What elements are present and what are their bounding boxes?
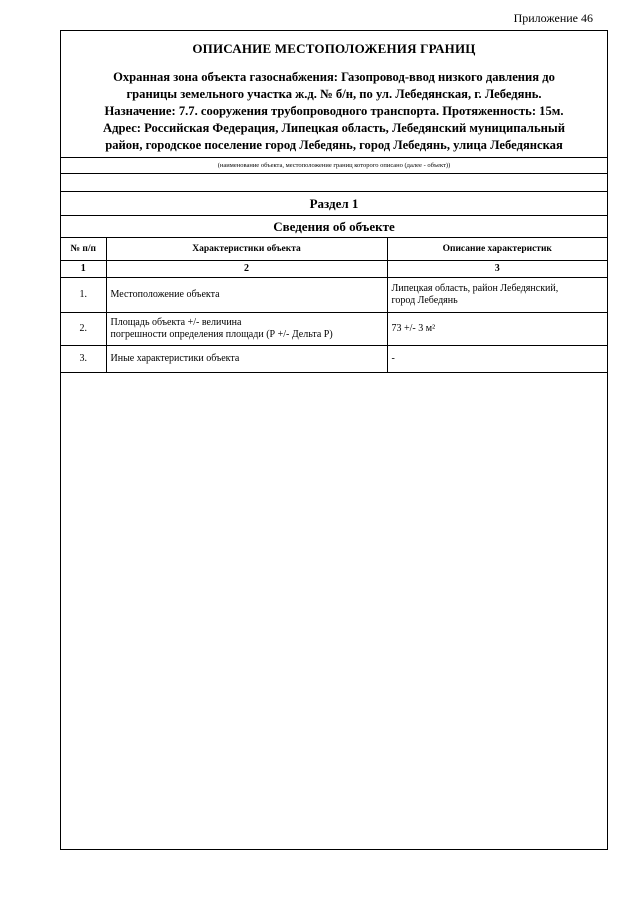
object-caption: (наименование объекта, местоположение границ которого описано (далее - объект)) — [61, 157, 607, 174]
object-description-line: Охранная зона объекта газоснабжения: Газопровод-ввод низкого давления до — [113, 70, 555, 84]
cell-line: Иные характеристики объекта — [110, 353, 240, 364]
header-number: № п/п — [61, 238, 106, 261]
header-description: Описание характеристик — [387, 238, 607, 261]
info-title: Сведения об объекте — [61, 216, 607, 238]
table-row — [61, 346, 607, 373]
table-row — [61, 313, 607, 346]
column-number: 3 — [387, 261, 607, 278]
row-number: 2. — [61, 313, 106, 346]
column-number: 1 — [61, 261, 106, 278]
cell-line: Площадь объекта +/- величина — [110, 317, 242, 328]
object-description-line: Адрес: Российская Федерация, Липецкая область, Лебедянский муниципальный — [102, 121, 565, 135]
object-description-line: район, городское поселение город Лебедянь, город Лебедянь, улица Лебедянская — [105, 138, 563, 152]
cell-line: Липецкая область, район Лебедянский, — [391, 283, 559, 294]
table-row — [61, 278, 607, 313]
section-title: Раздел 1 — [61, 192, 607, 216]
header-characteristic: Характеристики объекта — [106, 238, 387, 261]
appendix-label: Приложение 46 — [513, 11, 593, 25]
document-frame — [60, 30, 608, 850]
object-description-line: Назначение: 7.7. сооружения трубопроводного транспорта. Протяженность: 15м. — [104, 104, 564, 118]
row-characteristic — [106, 346, 387, 373]
object-properties-table — [61, 238, 607, 373]
row-characteristic — [106, 278, 387, 313]
row-description — [387, 278, 607, 313]
column-number: 2 — [106, 261, 387, 278]
spacer-row — [61, 174, 607, 192]
object-description — [67, 69, 601, 154]
cell-line: 73 +/- 3 м² — [391, 323, 436, 334]
row-number: 1. — [61, 278, 106, 313]
cell-line: Местоположение объекта — [110, 289, 220, 300]
object-description-line: границы земельного участка ж.д. № б/н, по ул. Лебедянская, г. Лебедянь. — [126, 87, 542, 101]
document-title: ОПИСАНИЕ МЕСТОПОЛОЖЕНИЯ ГРАНИЦ — [192, 41, 476, 56]
row-characteristic — [106, 313, 387, 346]
row-description — [387, 313, 607, 346]
row-description — [387, 346, 607, 373]
cell-line: - — [391, 353, 395, 364]
cell-line: город Лебедянь — [391, 295, 458, 306]
row-number: 3. — [61, 346, 106, 373]
table-header-row — [61, 238, 607, 261]
column-number-row — [61, 261, 607, 278]
cell-line: погрешности определения площади (Р +/- Дельта Р) — [110, 329, 333, 340]
